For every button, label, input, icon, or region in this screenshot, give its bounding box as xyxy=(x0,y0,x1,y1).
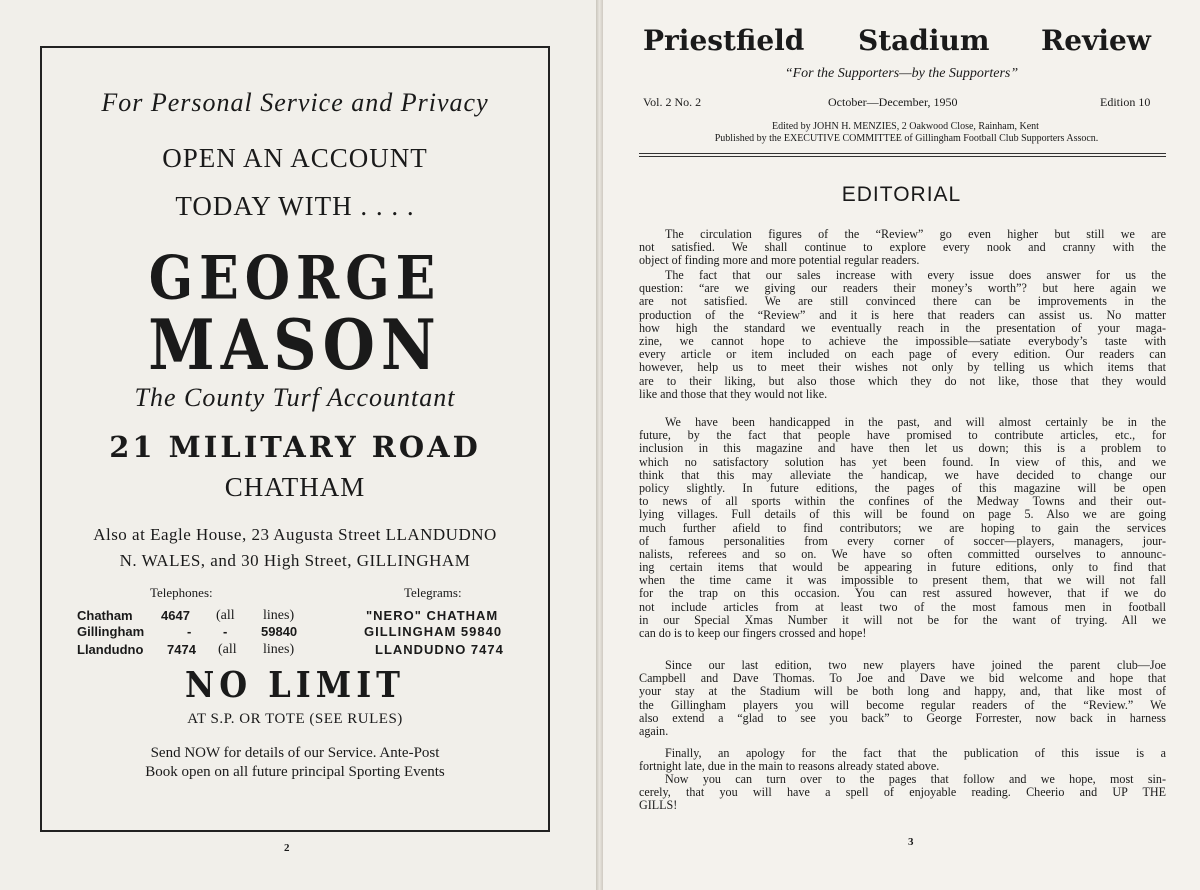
masthead-word: Priestfield xyxy=(643,24,805,57)
editorial-line: production of the “Review” and it is here that readers can assist us. No matter xyxy=(639,308,1166,322)
tagline: “For the Supporters—by the Supporters” xyxy=(784,66,1019,81)
editorial-paragraph xyxy=(639,747,1166,773)
editorial-line: much further afield to find contributors; we are hoping to gain the services xyxy=(639,521,1166,535)
telephone-number: 7474 xyxy=(167,642,196,657)
telephone-dash: - xyxy=(223,624,228,639)
editor-credit: Edited by JOHN H. MENZIES, 2 Oakwood Close, Rainham, Kent xyxy=(772,121,1039,132)
telegram-address: "NERO" CHATHAM xyxy=(366,608,499,623)
book-gutter xyxy=(596,0,603,890)
telegrams-heading: Telegrams: xyxy=(404,585,462,600)
editorial-line: inclusion in this magazine and have then let us down; this is a problem to xyxy=(639,442,1166,456)
editorial-line: We have been handicapped in the past, and will almost certainly be in the xyxy=(665,416,1166,429)
issue-date: October—December, 1950 xyxy=(828,95,958,109)
editorial-line: nalists, referees and so on. We have so often committed ourselves to announc- xyxy=(639,547,1166,561)
volume-number: Vol. 2 No. 2 xyxy=(643,95,702,109)
ad-name-mason: MASON xyxy=(148,305,442,387)
telephone-number: 59840 xyxy=(261,624,298,639)
divider xyxy=(639,153,1166,154)
contact-row xyxy=(77,642,522,660)
editorial-line: in our Special Xmas Number it will not be for the want of trying. All we xyxy=(639,613,1166,627)
editorial-line: Since our last edition, two new players have joined the parent club—Joe xyxy=(665,659,1166,672)
editorial-paragraph xyxy=(639,659,1166,738)
editorial-line: GILLS! xyxy=(639,799,678,813)
telephone-place: Chatham xyxy=(77,608,133,623)
editorial-paragraph xyxy=(639,269,1166,401)
editorial-line: also extend a “glad to see you back” to George Forrester, now back in harness xyxy=(639,711,1166,725)
masthead-word: Review xyxy=(1041,24,1151,57)
editorial-line: lying villages. Full details of this will be found on page 5. Also we are going xyxy=(639,508,1166,522)
editorial-line: how high the standard we eventually reach in the presentation of your maga- xyxy=(639,321,1166,335)
ad-subtitle: The County Turf Accountant xyxy=(134,383,456,412)
editorial-line: The circulation figures of the “Review” go even higher but still we are xyxy=(665,228,1166,241)
telephone-place: Gillingham xyxy=(77,624,145,639)
editorial-line: question: “are we giving our readers their money’s worth”? but here again we xyxy=(639,282,1166,296)
ad-branch-line-2: N. WALES, and 30 High Street, GILLINGHAM xyxy=(119,551,471,570)
ad-open-account: OPEN AN ACCOUNT xyxy=(162,143,428,173)
editorial-line: to news of all sports within the confines of the Medway Towns and their out- xyxy=(639,495,1166,509)
issue-info xyxy=(643,95,1168,111)
masthead-word: Stadium xyxy=(858,24,990,57)
contact-row xyxy=(77,624,522,642)
ad-send-line-1: Send NOW for details of our Service. Ante-Post xyxy=(150,745,440,761)
divider xyxy=(639,156,1166,157)
editorial-line: your stay at the Stadium will be both long and happy, and, that like most of xyxy=(639,685,1166,699)
editorial-line: are not satisfied. We are still convinced there can be improvements in the xyxy=(639,295,1166,309)
editorial-line: like and those that they would not like. xyxy=(639,387,828,401)
edition-number: Edition 10 xyxy=(1100,95,1151,109)
editorial-line: Now you can turn over to the pages that follow and we hope, most sin- xyxy=(665,773,1166,786)
editorial-line: Campbell and Dave Thomas. To Joe and Dave we bid welcome and hope that xyxy=(639,672,1166,686)
editorial-line: for the trap on this occasion. You can rest assured however, that if we do xyxy=(639,587,1166,601)
ad-no-limit: NO LIMIT xyxy=(185,664,405,706)
telephones-heading: Telephones: xyxy=(150,585,213,600)
editorial-line: when the time came it was impossible to present them, that we will not fall xyxy=(639,574,1166,588)
telephone-note: lines) xyxy=(263,608,295,623)
ad-branch-line-1: Also at Eagle House, 23 Augusta Street LLANDUDNO xyxy=(93,525,497,544)
editorial-line: policy slightly. In future editions, the pages of this magazine will be open xyxy=(639,481,1166,495)
editorial-line: not satisfied. We shall continue to explore every nook and cranny with the xyxy=(639,241,1166,255)
telephone-note: lines) xyxy=(263,642,295,657)
editorial-line: cerely, that you will have a spell of enjoyable reading. Cheerio and UP THE xyxy=(639,786,1166,800)
telephone-place: Llandudno xyxy=(77,642,144,657)
editorial-line: future, by the fact that people have promised to contribute articles, etc., for xyxy=(639,429,1166,443)
ad-name-george: GEORGE xyxy=(148,243,442,314)
editorial-line: ing certain items that would be appearing in future editions, only to find that xyxy=(639,561,1166,575)
page-number-right: 3 xyxy=(908,836,914,848)
editorial-line: object of finding more and more potential regular readers. xyxy=(639,254,920,268)
editorial-line: Finally, an apology for the fact that the publication of this issue is a xyxy=(665,747,1166,760)
editorial-line: The fact that our sales increase with every issue does answer for us the xyxy=(665,269,1166,282)
editorial-paragraph xyxy=(639,228,1166,268)
ad-address-town: CHATHAM xyxy=(224,472,366,502)
editorial-line: think that this may alleviate the handicap, we have decided to change our xyxy=(639,468,1166,482)
left-page xyxy=(0,0,596,890)
editorial-line: not include articles from at least two of the most famous men in football xyxy=(639,600,1166,614)
right-page xyxy=(603,0,1200,890)
telegram-address: GILLINGHAM 59840 xyxy=(364,624,503,639)
advertisement-box xyxy=(40,46,550,832)
editorial-line: however, help us to meet their wishes not only by telling us which items that xyxy=(639,361,1166,375)
page-number-left: 2 xyxy=(284,842,290,854)
editorial-line: fortnight late, due in the main to reasons already stated above. xyxy=(639,760,940,774)
telephone-note: (all xyxy=(216,608,235,623)
telegram-address: LLANDUDNO 7474 xyxy=(375,642,504,657)
publisher-credit: Published by the EXECUTIVE COMMITTEE of Gillingham Football Club Supporters Assocn. xyxy=(714,133,1099,144)
telephone-dash: - xyxy=(187,624,192,639)
editorial-line: the Gillingham players you will become regular readers of the “Review.” We xyxy=(639,698,1166,712)
ad-heading: For Personal Service and Privacy xyxy=(101,88,489,117)
masthead xyxy=(643,24,1168,64)
editorial-line: again. xyxy=(639,724,669,738)
telephone-number: 4647 xyxy=(161,608,190,623)
editorial-line: are to their liking, but also those which they do not like, those that they would xyxy=(639,374,1166,388)
editorial-paragraph xyxy=(639,773,1166,813)
editorial-paragraph xyxy=(639,416,1166,640)
editorial-line: of famous personalities from every corner of soccer—players, managers, jour- xyxy=(639,534,1166,548)
ad-terms: AT S.P. OR TOTE (SEE RULES) xyxy=(187,711,403,727)
editorial-line: can do is to keep our fingers crossed and hope! xyxy=(639,627,867,640)
editorial-line: zine, we cannot hope to achieve the impossible—satiate everybody’s taste with xyxy=(639,334,1166,348)
editorial-line: which no satisfactory solution has yet been found. In view of this, and we xyxy=(639,455,1166,469)
telephone-note: (all xyxy=(218,642,237,657)
ad-today-with: TODAY WITH . . . . xyxy=(175,191,415,221)
editorial-title: EDITORIAL xyxy=(841,183,962,206)
editorial-line: every article or item included on each page of every edition. Our readers can xyxy=(639,348,1166,362)
ad-address-street: 21 MILITARY ROAD xyxy=(109,430,481,464)
ad-send-line-2: Book open on all future principal Sporting Events xyxy=(145,764,445,780)
